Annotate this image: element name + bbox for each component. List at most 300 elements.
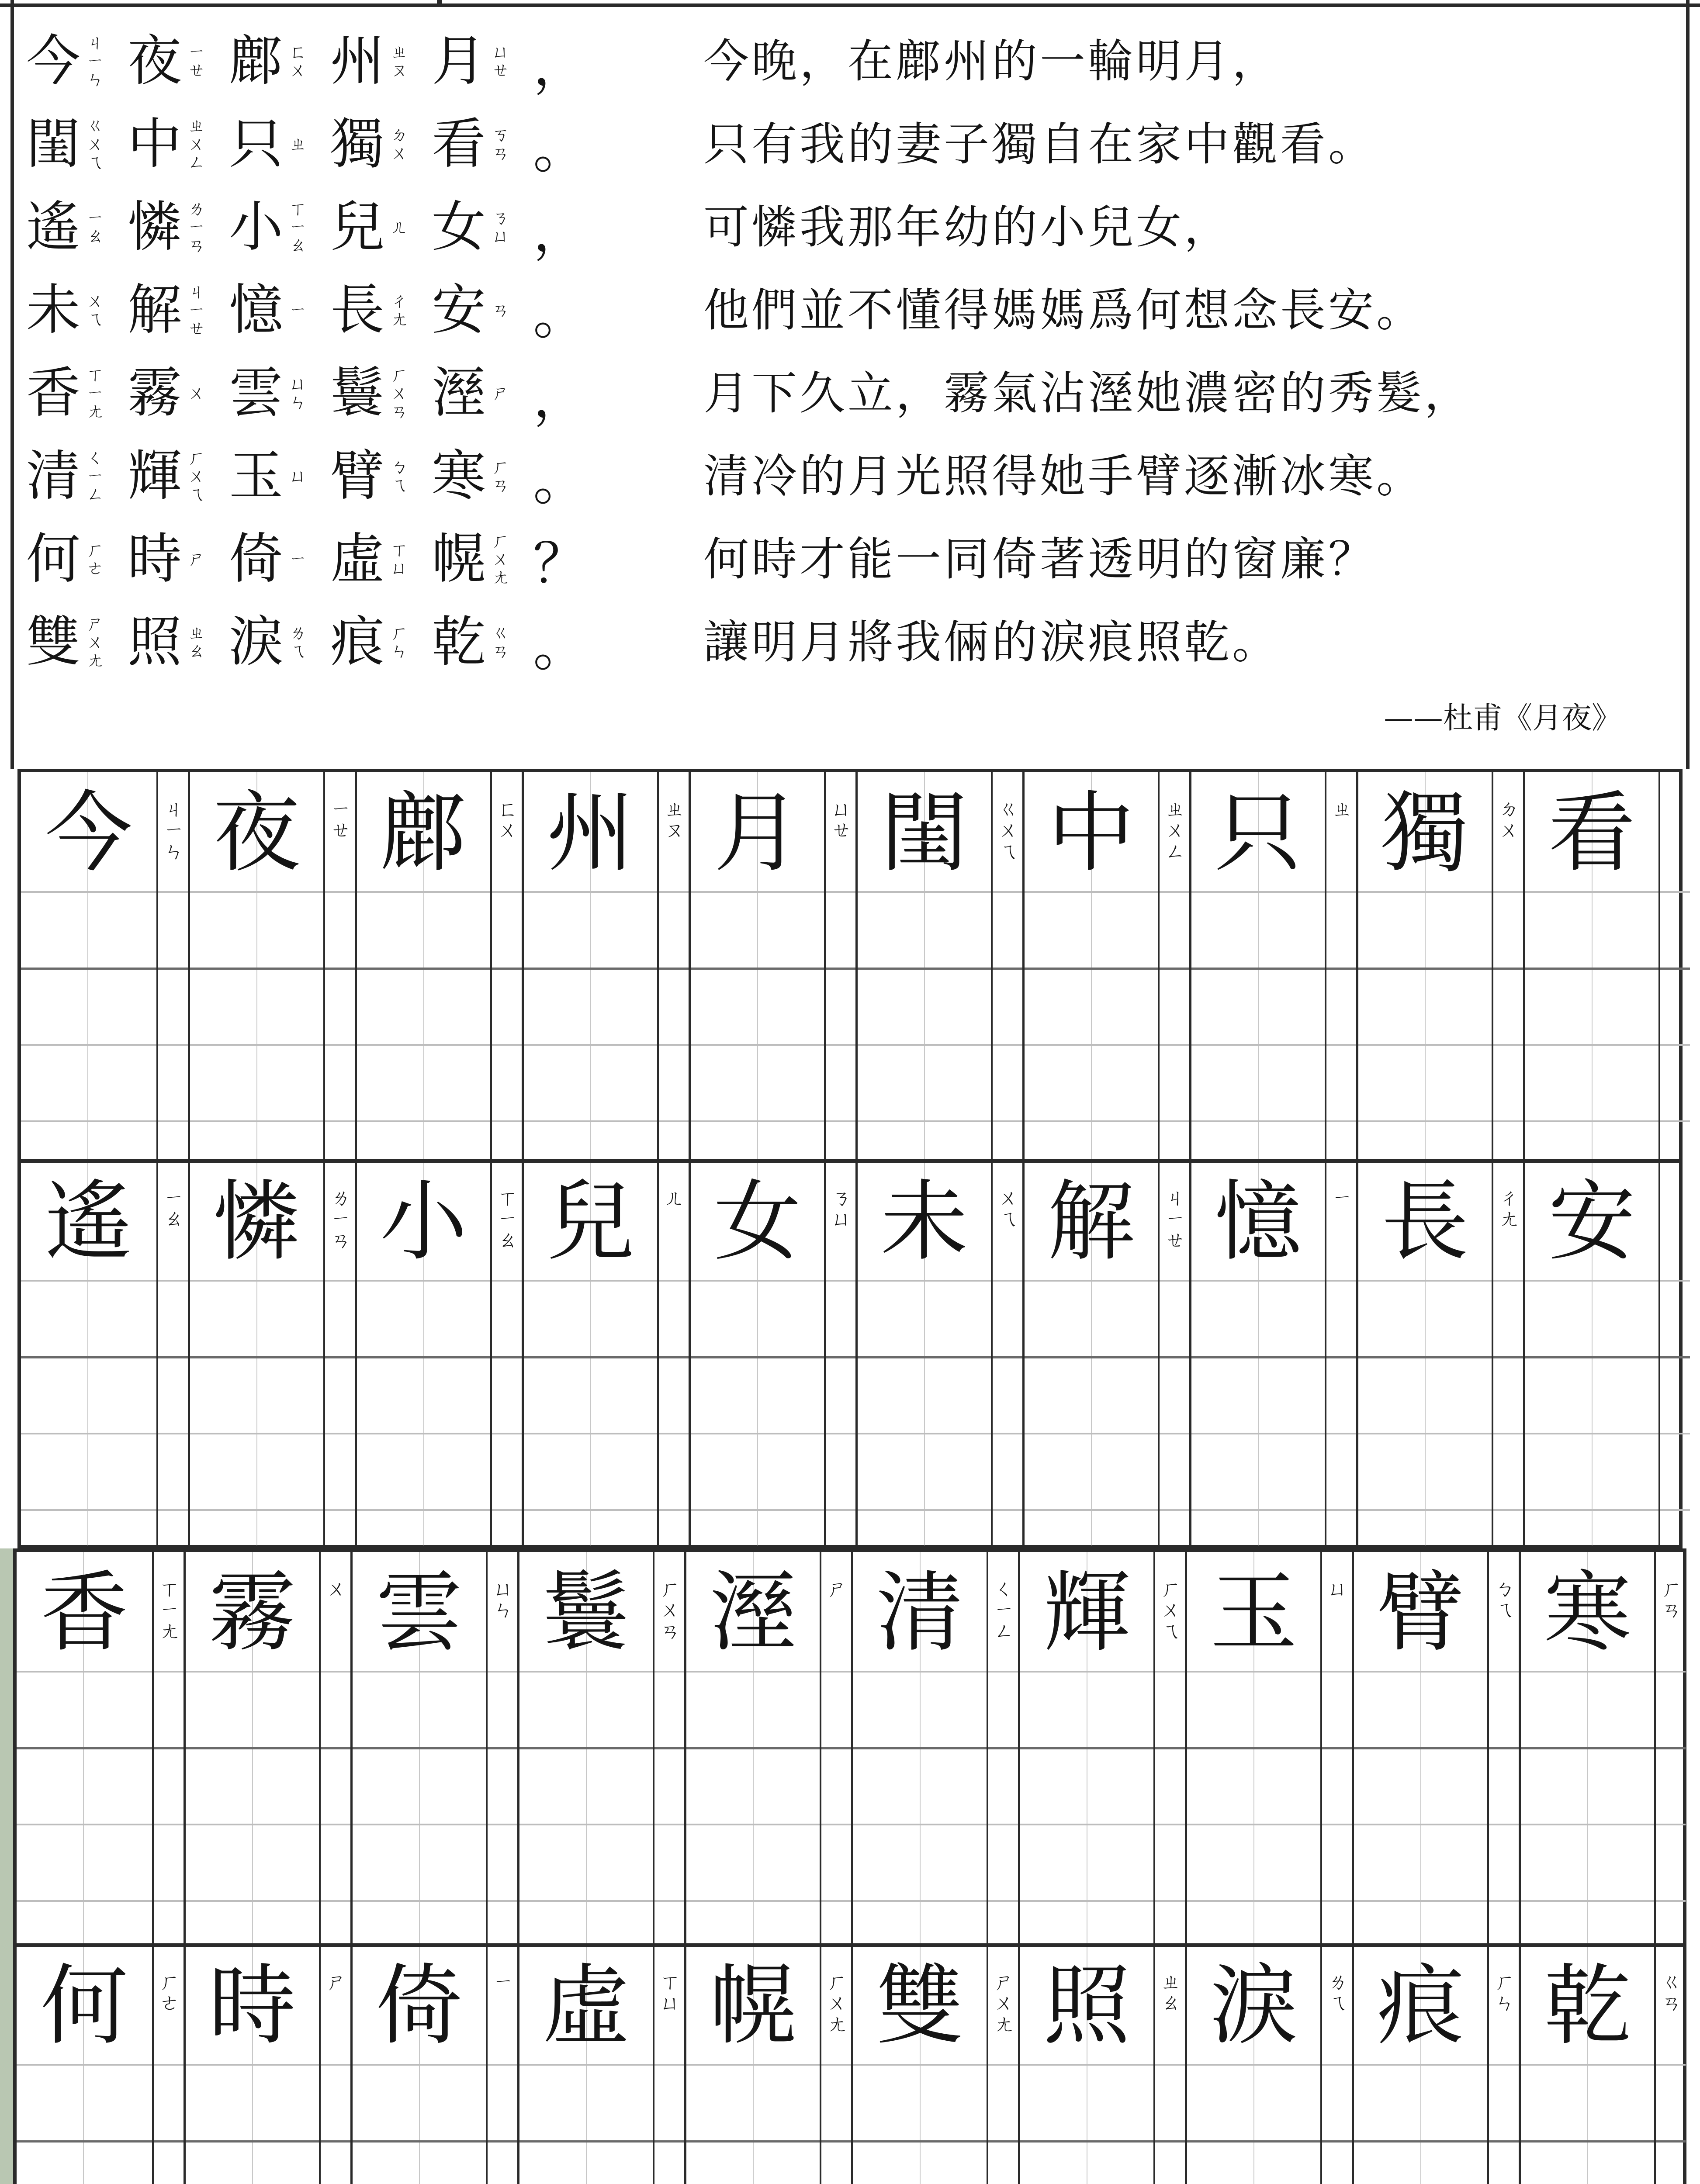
zhuyin-symbol: ㄨ (998, 1186, 1018, 1209)
guide-line (1326, 1356, 1356, 1358)
writing-box (1022, 772, 1158, 1161)
guide-line (826, 1120, 855, 1122)
model-hanzi: 長 (1381, 1171, 1469, 1273)
poem-char (128, 601, 229, 684)
guide-line (853, 1747, 987, 1749)
zhuyin (323, 1578, 350, 1599)
zhuyin (1492, 1578, 1518, 1621)
guide-line (988, 1671, 1018, 1673)
zhuyin-column (820, 1552, 851, 1945)
zhuyin-symbol: ㄕ (326, 1970, 346, 1994)
zhuyin-symbol: ㄢ (492, 641, 510, 661)
guide-line (1521, 1824, 1654, 1825)
zhuyin (488, 624, 514, 660)
guide-line (325, 1044, 355, 1046)
guide-line (659, 968, 689, 970)
zhuyin-symbol: ㄨ (289, 60, 307, 80)
guide-line (321, 2140, 350, 2143)
guide-line (1525, 1120, 1658, 1122)
poem-line (26, 601, 603, 684)
zhuyin-column (987, 1552, 1018, 1945)
zhuyin-symbol: ㄨ (87, 291, 104, 311)
guide-line (492, 1120, 522, 1122)
row-separator (17, 1943, 1683, 1947)
guide-line (154, 1747, 184, 1749)
grid-cell (21, 1161, 188, 1545)
guide-line (1191, 1356, 1325, 1358)
writing-box (684, 1552, 820, 1945)
zhuyin (1162, 798, 1188, 862)
zhuyin-column (1654, 1552, 1686, 1945)
zhuyin-column (1658, 1161, 1690, 1545)
grid-cell (17, 1945, 184, 2184)
zhuyin (386, 218, 412, 236)
zhuyin-symbol: ㄧ (331, 797, 351, 821)
guide-line (17, 1747, 152, 1749)
zhuyin-symbol: ㄨ (492, 549, 510, 569)
zhuyin-column (1658, 772, 1690, 1161)
poem-char (432, 186, 533, 269)
writing-box (1356, 1161, 1492, 1545)
model-hanzi: 照 (1043, 1955, 1131, 2057)
guide-line (1521, 2064, 1654, 2066)
zhuyin-symbol: ㄑ (87, 448, 104, 468)
zhuyin-symbol: ㄋ (831, 1186, 852, 1209)
guide-line (519, 1900, 653, 1902)
zhuyin-symbol: ㄣ (391, 641, 409, 661)
guide-line (853, 1824, 987, 1825)
guide-line (21, 1120, 156, 1122)
zhuyin (1329, 1187, 1355, 1208)
guide-line (1493, 1433, 1523, 1434)
zhuyin (386, 126, 412, 162)
grid-cell (188, 1161, 355, 1545)
zhuyin-symbol: ㄧ (493, 1970, 513, 1994)
model-hanzi: 夜 (213, 782, 301, 884)
guide-line (158, 891, 188, 893)
zhuyin (488, 532, 514, 587)
zhuyin (82, 541, 108, 577)
zhuyin-symbol: ㄍ (492, 623, 510, 643)
translation-line: 月下久立，霧氣沾溼她濃密的秀髮， (703, 366, 1473, 420)
zhuyin-symbol: ㄓ (1165, 797, 1185, 821)
guide-line (492, 891, 522, 893)
zhuyin (661, 798, 688, 841)
model-hanzi: 何 (40, 1955, 128, 2057)
guide-line (1525, 1044, 1658, 1046)
guide-line (1660, 1509, 1690, 1511)
guide-line (1155, 1671, 1185, 1673)
guide-line (1358, 1509, 1492, 1511)
writing-box (522, 772, 657, 1161)
poem-char (432, 269, 533, 352)
zhuyin-symbol: ㄨ (1165, 818, 1185, 842)
poem-char (128, 352, 229, 435)
zhuyin-symbol: ㄧ (87, 51, 104, 71)
model-hanzi: 虛 (542, 1955, 630, 2057)
hanzi: 時 (128, 528, 182, 591)
zhuyin (184, 384, 210, 402)
zhuyin-symbol: ㄧ (188, 217, 206, 237)
zhuyin-symbol: ㄟ (1161, 1619, 1181, 1643)
grid-cell (689, 1161, 855, 1545)
zhuyin-symbol: ㄟ (998, 1207, 1018, 1231)
zhuyin-column (1654, 1945, 1686, 2184)
guide-line (1358, 1120, 1492, 1122)
grid-cell (1018, 1945, 1185, 2184)
zhuyin (184, 200, 210, 255)
guide-line (21, 1433, 156, 1434)
guide-line (190, 1356, 323, 1358)
poem-line (26, 186, 603, 269)
zhuyin-symbol: ㄥ (1165, 839, 1185, 863)
writing-box (517, 1552, 653, 1945)
guide-line (858, 1120, 991, 1122)
model-hanzi: 倚 (375, 1955, 463, 2057)
grid-cell (1189, 772, 1356, 1161)
practice-grid-top (17, 769, 1683, 1548)
guide-line (1656, 1671, 1686, 1673)
zhuyin-symbol: ㄐ (1165, 1186, 1185, 1209)
zhuyin-column (1153, 1945, 1185, 2184)
guide-line (488, 1900, 517, 1902)
row-separator (21, 1159, 1679, 1163)
grid-cell (1356, 1161, 1523, 1545)
guide-line (691, 1509, 824, 1511)
guide-line (1656, 1824, 1686, 1825)
guide-line (1322, 1747, 1352, 1749)
zhuyin-symbol: ㄩ (289, 466, 307, 486)
guide-line (325, 1509, 355, 1511)
writing-box (1185, 1552, 1320, 1945)
writing-box (1356, 772, 1492, 1161)
zhuyin-symbol: ㄑ (994, 1577, 1014, 1600)
guide-line (519, 1824, 653, 1825)
grid-row (17, 1945, 1683, 2184)
zhuyin (386, 458, 412, 494)
grid-cell (1185, 1945, 1352, 2184)
zhuyin-symbol: ㄍ (87, 116, 104, 136)
zhuyin-symbol: ㄨ (391, 383, 409, 403)
zhuyin-symbol: ㄨ (87, 632, 104, 652)
guide-line (1656, 1900, 1686, 1902)
zhuyin-symbol: ㄓ (289, 134, 307, 154)
zhuyin (488, 126, 514, 162)
zhuyin-symbol: ㄤ (87, 401, 104, 422)
hanzi: 香 (26, 362, 81, 425)
guide-line (993, 1509, 1022, 1511)
poem-line (26, 20, 603, 103)
guide-line (1322, 1824, 1352, 1825)
guide-line (1187, 1900, 1320, 1902)
grid-cell (1022, 772, 1189, 1161)
grid-cell (855, 772, 1022, 1161)
poem-char (26, 435, 128, 518)
zhuyin-column (323, 1161, 355, 1545)
zhuyin-column (657, 772, 689, 1161)
zhuyin (495, 1187, 521, 1251)
zhuyin-symbol: ㄧ (164, 1186, 184, 1209)
guide-line (186, 2064, 319, 2066)
model-hanzi: 寒 (1544, 1562, 1631, 1664)
zhuyin-symbol: ㄣ (493, 1598, 513, 1622)
poem-char (26, 269, 128, 352)
poem-char (432, 435, 533, 518)
zhuyin-symbol: ㄏ (1495, 1970, 1515, 1994)
guide-line (988, 2064, 1018, 2066)
zhuyin (824, 1578, 850, 1599)
grid-cell (689, 772, 855, 1161)
guide-line (1020, 2064, 1153, 2066)
guide-line (1358, 1044, 1492, 1046)
guide-line (1525, 1280, 1658, 1282)
guide-line (1489, 1900, 1519, 1902)
guide-line (1660, 1044, 1690, 1046)
guide-line (17, 1900, 152, 1902)
zhuyin-symbol: ㄩ (289, 374, 307, 394)
guide-line (1525, 1509, 1658, 1511)
guide-line (691, 968, 824, 970)
zhuyin-symbol: ㄧ (289, 217, 307, 237)
model-hanzi: 未 (880, 1171, 968, 1273)
guide-line (488, 2064, 517, 2066)
model-hanzi: 淚 (1210, 1955, 1298, 2057)
zhuyin-column (486, 1552, 517, 1945)
model-hanzi: 憐 (213, 1171, 301, 1273)
guide-line (1326, 1120, 1356, 1122)
guide-line (1660, 968, 1690, 970)
writing-box (1189, 1161, 1325, 1545)
guide-line (357, 1356, 490, 1358)
grid-cell (21, 772, 188, 1161)
model-hanzi: 鄜 (380, 782, 467, 884)
zhuyin-symbol: ㄕ (994, 1970, 1014, 1994)
guide-line (190, 1120, 323, 1122)
poem-char (330, 103, 432, 186)
zhuyin-column (653, 1945, 684, 2184)
poem-line (26, 103, 603, 186)
zhuyin-column (1487, 1552, 1519, 1945)
guide-line (353, 2140, 486, 2143)
model-hanzi: 溼 (709, 1562, 797, 1664)
guide-line (1187, 1671, 1320, 1673)
zhuyin-symbol: ㄨ (1499, 818, 1519, 842)
guide-line (1020, 1900, 1153, 1902)
guide-line (1493, 1280, 1523, 1282)
zhuyin (657, 1971, 683, 2014)
zhuyin-symbol: ㄢ (188, 235, 206, 256)
guide-line (1191, 1120, 1325, 1122)
grid-cell (522, 772, 689, 1161)
writing-box (184, 1552, 319, 1945)
model-hanzi: 憶 (1214, 1171, 1302, 1273)
grid-cell (355, 772, 522, 1161)
guide-line (686, 2064, 820, 2066)
zhuyin-symbol: ㄥ (994, 1619, 1014, 1643)
guide-line (1525, 1433, 1658, 1434)
zhuyin (328, 798, 354, 841)
punctuation: 。 (533, 283, 588, 346)
guide-line (158, 1509, 188, 1511)
zhuyin (82, 117, 108, 172)
zhuyin-symbol: ㄐ (164, 797, 184, 821)
guide-line (492, 1356, 522, 1358)
guide-line (858, 1280, 991, 1282)
guide-line (659, 1509, 689, 1511)
zhuyin-symbol: ㄒ (87, 365, 104, 385)
zhuyin (285, 301, 311, 319)
grid-cell (855, 1161, 1022, 1545)
zhuyin (156, 1578, 183, 1641)
guide-line (654, 1824, 684, 1825)
grid-row (21, 772, 1679, 1161)
guide-line (1358, 891, 1492, 893)
guide-line (353, 1747, 486, 1749)
punctuation: 。 (533, 449, 588, 512)
model-hanzi: 安 (1548, 1171, 1636, 1273)
zhuyin-column (824, 772, 855, 1161)
zhuyin-symbol: ㄤ (994, 2012, 1014, 2036)
zhuyin-symbol: ㄒ (498, 1186, 518, 1209)
zhuyin-symbol: ㄨ (998, 818, 1018, 842)
guide-line (826, 1044, 855, 1046)
model-hanzi: 清 (876, 1562, 964, 1664)
zhuyin-symbol: ㄓ (188, 623, 206, 643)
guide-line (21, 1509, 156, 1511)
guide-line (1025, 891, 1158, 893)
guide-line (357, 1120, 490, 1122)
guide-line (524, 1356, 657, 1358)
poem-char (432, 601, 533, 684)
guide-line (186, 1824, 319, 1825)
guide-line (1358, 1356, 1492, 1358)
guide-line (1191, 968, 1325, 970)
guide-line (1322, 2140, 1352, 2143)
zhuyin-column (653, 1552, 684, 1945)
guide-line (325, 1356, 355, 1358)
writing-box (17, 1552, 152, 1945)
zhuyin-symbol: ㄩ (831, 797, 852, 821)
guide-line (988, 1900, 1018, 1902)
guide-line (691, 891, 824, 893)
guide-line (1160, 1356, 1189, 1358)
zhuyin (828, 798, 855, 841)
guide-line (1525, 891, 1658, 893)
guide-line (821, 2064, 851, 2066)
zhuyin (991, 1971, 1017, 2035)
grid-cell (1356, 772, 1523, 1161)
zhuyin-symbol: ㄟ (87, 152, 104, 173)
poem-char (128, 269, 229, 352)
guide-line (357, 968, 490, 970)
zhuyin (1162, 1187, 1188, 1251)
guide-line (821, 1747, 851, 1749)
hanzi: 幌 (432, 528, 486, 591)
guide-line (158, 1044, 188, 1046)
model-hanzi: 只 (1214, 782, 1302, 884)
hanzi: 獨 (330, 113, 385, 176)
guide-line (353, 1671, 486, 1673)
model-hanzi: 玉 (1210, 1562, 1298, 1664)
hanzi: 今 (26, 30, 81, 93)
guide-line (993, 968, 1022, 970)
poem-char (26, 103, 128, 186)
guide-line (1155, 1824, 1185, 1825)
guide-line (1493, 1356, 1523, 1358)
translation-line: 只有我的妻子獨自在家中觀看。 (703, 117, 1377, 171)
writing-box (522, 1161, 657, 1545)
writing-box (851, 1945, 987, 2184)
guide-line (654, 2064, 684, 2066)
guide-line (21, 968, 156, 970)
guide-line (1489, 2064, 1519, 2066)
guide-line (858, 1356, 991, 1358)
guide-line (1025, 1356, 1158, 1358)
zhuyin-symbol: ㄡ (391, 60, 409, 80)
guide-line (17, 2140, 152, 2143)
zhuyin-column (824, 1161, 855, 1545)
zhuyin-symbol: ㄠ (87, 226, 104, 246)
zhuyin (490, 1578, 516, 1621)
guide-line (357, 1280, 490, 1282)
writing-box (1523, 772, 1658, 1161)
zhuyin (488, 301, 514, 319)
guide-line (1358, 1280, 1492, 1282)
guide-line (321, 1747, 350, 1749)
guide-line (186, 1747, 319, 1749)
zhuyin-column (323, 772, 355, 1161)
translation-line: 今晚，在鄜州的一輪明月， (703, 35, 1281, 88)
zhuyin-column (152, 1552, 184, 1945)
zhuyin-column (1325, 772, 1356, 1161)
guide-line (1660, 891, 1690, 893)
guide-line (353, 1824, 486, 1825)
model-hanzi: 中 (1047, 782, 1135, 884)
model-hanzi: 獨 (1381, 782, 1469, 884)
poem-char (128, 435, 229, 518)
zhuyin (1325, 1578, 1351, 1599)
zhuyin (661, 1187, 688, 1208)
zhuyin (824, 1971, 850, 2035)
zhuyin-column (1153, 1552, 1185, 1945)
guide-line (1187, 2064, 1320, 2066)
guide-line (524, 1120, 657, 1122)
model-hanzi: 小 (380, 1171, 467, 1273)
guide-line (488, 2140, 517, 2143)
zhuyin-symbol: ㄩ (1328, 1577, 1348, 1600)
guide-line (654, 2140, 684, 2143)
guide-line (1020, 1747, 1153, 1749)
punctuation: ？ (533, 532, 588, 595)
guide-line (993, 1280, 1022, 1282)
translation-line: 讓明月將我倆的淚痕照乾。 (703, 615, 1281, 669)
zhuyin-symbol: ㄏ (660, 1577, 680, 1600)
zhuyin (488, 458, 514, 494)
poem-char (432, 20, 533, 103)
guide-line (1160, 1120, 1189, 1122)
writing-box (355, 1161, 490, 1545)
guide-line (488, 1824, 517, 1825)
model-hanzi: 女 (713, 1171, 801, 1273)
zhuyin-column (1492, 1161, 1523, 1545)
guide-line (993, 1044, 1022, 1046)
zhuyin-symbol: ㄨ (87, 134, 104, 154)
zhuyin-symbol: ㄈ (289, 42, 307, 62)
zhuyin-symbol: ㄏ (188, 448, 206, 468)
zhuyin-symbol: ㄝ (492, 60, 510, 80)
guide-line (1322, 2064, 1352, 2066)
zhuyin-symbol: ㄤ (492, 567, 510, 587)
